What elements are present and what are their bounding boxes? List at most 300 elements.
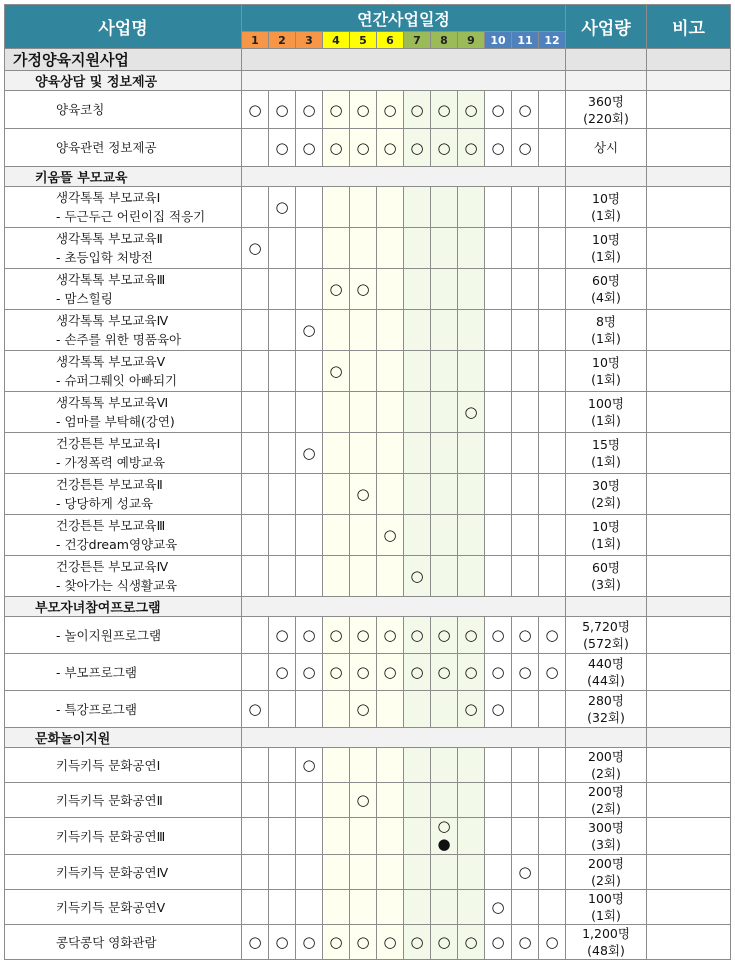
month-cell-3	[296, 617, 323, 654]
program-name: 콩닥콩닥 영화관람	[56, 934, 157, 950]
schedule-mark-open: ○	[410, 138, 424, 157]
month-cell-5	[350, 515, 377, 556]
schedule-mark-open: ○	[383, 100, 397, 119]
month-cell-4	[323, 783, 350, 818]
month-cell-12	[539, 748, 566, 783]
schedule-mark-open: ○	[491, 100, 505, 119]
amount-cell	[566, 351, 647, 392]
schedule-mark-open: ○	[491, 898, 505, 916]
table-row	[5, 433, 731, 474]
month-cell-6	[377, 617, 404, 654]
month-cell-2	[269, 228, 296, 269]
schedule-mark-open: ○	[302, 756, 316, 774]
program-name-cell	[5, 818, 242, 855]
month-cell-1	[242, 392, 269, 433]
schedule-mark-open: ○	[437, 933, 451, 951]
table-row	[5, 228, 731, 269]
month-cell-12	[539, 783, 566, 818]
section-schedule-blank	[242, 728, 566, 748]
program-name: 키득키득 문화공연Ⅱ	[56, 792, 163, 808]
month-cell-11	[512, 890, 539, 925]
program-name-cell	[5, 91, 242, 129]
month-cell-4	[323, 187, 350, 228]
month-cell-10	[485, 474, 512, 515]
month-cell-2	[269, 925, 296, 960]
month-cell-9	[458, 474, 485, 515]
amount-sessions: (1회)	[591, 536, 621, 551]
schedule-mark-open: ○	[437, 138, 451, 157]
month-cell-2	[269, 748, 296, 783]
month-cell-1	[242, 310, 269, 351]
schedule-mark-open: ○	[437, 626, 451, 644]
month-cell-10	[485, 783, 512, 818]
month-cell-12	[539, 654, 566, 691]
amount-cell	[566, 228, 647, 269]
section-note-blank	[647, 167, 731, 187]
month-cell-1	[242, 515, 269, 556]
amount-value: 1,200명	[582, 926, 630, 941]
month-cell-11	[512, 474, 539, 515]
program-subtitle: - 가정폭력 예방교육	[56, 455, 166, 470]
month-cell-7	[404, 818, 431, 855]
program-name-cell	[5, 855, 242, 890]
month-cell-12	[539, 228, 566, 269]
amount-cell	[566, 91, 647, 129]
month-cell-5	[350, 474, 377, 515]
month-cell-12	[539, 515, 566, 556]
month-cell-9	[458, 691, 485, 728]
program-name: 생각톡톡 부모교육Ⅳ	[56, 313, 169, 328]
amount-cell	[566, 515, 647, 556]
header-note: 비고	[647, 5, 731, 49]
schedule-mark-open: ○	[329, 100, 343, 119]
section-amount-blank	[566, 597, 647, 617]
month-cell-8	[431, 556, 458, 597]
month-cell-12	[539, 129, 566, 167]
month-cell-11	[512, 654, 539, 691]
month-cell-4	[323, 351, 350, 392]
section-amount-blank	[566, 728, 647, 748]
month-cell-4	[323, 392, 350, 433]
month-cell-6	[377, 269, 404, 310]
month-cell-7	[404, 783, 431, 818]
amount-sessions: (1회)	[591, 413, 621, 428]
month-cell-9	[458, 187, 485, 228]
amount-value: 8명	[595, 314, 617, 329]
month-cell-1	[242, 556, 269, 597]
table-row	[5, 617, 731, 654]
month-cell-8	[431, 91, 458, 129]
program-name-cell	[5, 392, 242, 433]
month-cell-12	[539, 269, 566, 310]
amount-cell	[566, 748, 647, 783]
program-subtitle: - 엄마를 부탁해(강연)	[56, 414, 175, 429]
amount-cell	[566, 691, 647, 728]
schedule-mark-open: ○	[275, 138, 289, 157]
schedule-mark-open: ○	[275, 663, 289, 681]
month-cell-8	[431, 515, 458, 556]
program-subtitle: - 두근두근 어린이집 적응기	[56, 209, 206, 224]
program-name: 생각톡톡 부모교육Ⅰ	[56, 190, 161, 205]
schedule-mark-open: ○	[437, 100, 451, 119]
month-cell-10	[485, 129, 512, 167]
month-header-8: 8	[431, 32, 458, 49]
amount-sessions: (1회)	[591, 372, 621, 387]
program-name-cell	[5, 691, 242, 728]
section-header-row	[5, 71, 731, 91]
table-row	[5, 187, 731, 228]
program-name-cell	[5, 310, 242, 351]
month-cell-5	[350, 855, 377, 890]
section-title: 문화놀이지원	[5, 728, 242, 748]
schedule-mark-open: ○	[329, 626, 343, 644]
month-cell-11	[512, 556, 539, 597]
amount-value: 360명	[588, 93, 624, 109]
note-cell	[647, 691, 731, 728]
note-cell	[647, 392, 731, 433]
amount-sessions: (2회)	[591, 873, 621, 888]
month-cell-6	[377, 556, 404, 597]
schedule-mark-filled: ●	[437, 835, 451, 853]
month-cell-3	[296, 474, 323, 515]
schedule-mark-open: ○	[329, 138, 343, 157]
table-row	[5, 351, 731, 392]
month-cell-5	[350, 91, 377, 129]
program-subtitle: - 찾아가는 식생활교육	[56, 578, 178, 593]
month-cell-6	[377, 474, 404, 515]
month-cell-6	[377, 392, 404, 433]
section-title: 키움뜰 부모교육	[5, 167, 242, 187]
program-name-cell	[5, 617, 242, 654]
program-name: 양육코칭	[56, 102, 105, 117]
month-cell-1	[242, 691, 269, 728]
month-cell-8	[431, 748, 458, 783]
program-name-cell	[5, 748, 242, 783]
table-header	[5, 5, 731, 49]
amount-value: 10명	[592, 232, 620, 247]
month-cell-1	[242, 748, 269, 783]
table-row	[5, 392, 731, 433]
month-cell-10	[485, 925, 512, 960]
month-cell-7	[404, 228, 431, 269]
schedule-mark-open: ○	[464, 700, 478, 718]
schedule-mark-open: ○	[383, 933, 397, 951]
schedule-mark-open: ○	[491, 933, 505, 951]
month-cell-8	[431, 925, 458, 960]
note-cell	[647, 654, 731, 691]
month-cell-10	[485, 433, 512, 474]
amount-cell	[566, 433, 647, 474]
amount-value: 300명	[588, 820, 624, 835]
month-cell-5	[350, 228, 377, 269]
schedule-mark-open: ○	[248, 700, 262, 718]
schedule-mark-open: ○	[356, 791, 370, 809]
program-subtitle: - 맘스힐링	[56, 291, 113, 306]
month-cell-5	[350, 925, 377, 960]
program-subtitle: - 손주를 위한 명품육아	[56, 332, 182, 347]
schedule-mark-open: ○	[275, 198, 289, 216]
month-cell-1	[242, 228, 269, 269]
note-cell	[647, 890, 731, 925]
month-cell-3	[296, 515, 323, 556]
amount-sessions: (1회)	[591, 208, 621, 223]
amount-sessions: (1회)	[591, 454, 621, 469]
amount-cell	[566, 818, 647, 855]
month-cell-6	[377, 783, 404, 818]
month-cell-2	[269, 129, 296, 167]
amount-sessions: (1회)	[591, 249, 621, 264]
month-cell-9	[458, 654, 485, 691]
month-header-4: 4	[323, 32, 350, 49]
note-cell	[647, 748, 731, 783]
amount-sessions: (2회)	[591, 801, 621, 816]
month-cell-2	[269, 556, 296, 597]
month-cell-10	[485, 269, 512, 310]
month-cell-5	[350, 617, 377, 654]
month-cell-11	[512, 187, 539, 228]
month-cell-12	[539, 433, 566, 474]
amount-cell	[566, 474, 647, 515]
schedule-mark-open: ○	[518, 663, 532, 681]
program-name: 키득키득 문화공연Ⅰ	[56, 757, 161, 773]
month-cell-7	[404, 351, 431, 392]
program-name-cell	[5, 890, 242, 925]
table-row	[5, 855, 731, 890]
month-cell-8	[431, 783, 458, 818]
month-cell-11	[512, 748, 539, 783]
month-cell-9	[458, 783, 485, 818]
schedule-document	[4, 4, 731, 960]
month-cell-7	[404, 515, 431, 556]
month-cell-10	[485, 515, 512, 556]
month-cell-5	[350, 654, 377, 691]
top-section-row	[5, 49, 731, 71]
month-cell-9	[458, 228, 485, 269]
month-cell-1	[242, 433, 269, 474]
top-section-note-blank	[647, 49, 731, 71]
month-cell-7	[404, 129, 431, 167]
schedule-mark-open: ○	[329, 280, 343, 298]
month-cell-1	[242, 351, 269, 392]
month-cell-1	[242, 855, 269, 890]
note-cell	[647, 474, 731, 515]
month-cell-1	[242, 187, 269, 228]
month-cell-8	[431, 433, 458, 474]
program-name: 건강튼튼 부모교육Ⅰ	[56, 436, 161, 451]
month-cell-4	[323, 818, 350, 855]
schedule-mark-open: ○	[302, 444, 316, 462]
month-cell-10	[485, 654, 512, 691]
program-name: - 놀이지원프로그램	[56, 627, 162, 643]
note-cell	[647, 783, 731, 818]
schedule-mark-open: ○	[545, 663, 559, 681]
amount-cell	[566, 783, 647, 818]
program-subtitle: - 슈퍼그뤠잇 아빠되기	[56, 373, 178, 388]
month-cell-7	[404, 654, 431, 691]
month-cell-1	[242, 818, 269, 855]
note-cell	[647, 129, 731, 167]
schedule-mark-open: ○	[410, 933, 424, 951]
month-cell-12	[539, 818, 566, 855]
month-cell-9	[458, 392, 485, 433]
program-name-cell	[5, 556, 242, 597]
table-row	[5, 310, 731, 351]
section-title: 부모자녀참여프로그램	[5, 597, 242, 617]
month-cell-12	[539, 474, 566, 515]
program-name-cell	[5, 474, 242, 515]
table-row	[5, 783, 731, 818]
schedule-mark-open: ○	[302, 933, 316, 951]
program-name: 생각톡톡 부모교육Ⅲ	[56, 272, 166, 287]
schedule-mark-open: ○	[437, 663, 451, 681]
month-cell-11	[512, 433, 539, 474]
schedule-mark-open: ○	[329, 663, 343, 681]
schedule-mark-open: ○	[464, 626, 478, 644]
month-cell-5	[350, 748, 377, 783]
month-cell-9	[458, 310, 485, 351]
month-cell-8	[431, 351, 458, 392]
amount-value: 10명	[592, 191, 620, 206]
month-cell-7	[404, 691, 431, 728]
month-cell-2	[269, 855, 296, 890]
month-cell-10	[485, 748, 512, 783]
section-header-row	[5, 167, 731, 187]
month-cell-11	[512, 228, 539, 269]
schedule-mark-open: ○	[275, 933, 289, 951]
note-cell	[647, 925, 731, 960]
schedule-mark-open: ○	[275, 626, 289, 644]
month-cell-8	[431, 474, 458, 515]
amount-sessions: (44회)	[587, 673, 625, 688]
month-cell-9	[458, 91, 485, 129]
program-name: 건강튼튼 부모교육Ⅲ	[56, 518, 166, 533]
table-row	[5, 515, 731, 556]
month-cell-11	[512, 691, 539, 728]
program-name: - 부모프로그램	[56, 664, 137, 680]
program-name: 생각톡톡 부모교육Ⅴ	[56, 354, 166, 369]
month-cell-9	[458, 617, 485, 654]
month-cell-5	[350, 890, 377, 925]
month-cell-9	[458, 433, 485, 474]
schedule-mark-open: ○	[464, 100, 478, 119]
month-cell-1	[242, 617, 269, 654]
amount-cell	[566, 855, 647, 890]
month-cell-2	[269, 890, 296, 925]
table-body	[5, 49, 731, 960]
month-cell-5	[350, 556, 377, 597]
month-cell-12	[539, 890, 566, 925]
month-cell-7	[404, 474, 431, 515]
schedule-mark-open: ○	[545, 933, 559, 951]
section-note-blank	[647, 71, 731, 91]
month-cell-2	[269, 654, 296, 691]
month-cell-11	[512, 783, 539, 818]
table-row	[5, 91, 731, 129]
program-name-cell	[5, 654, 242, 691]
month-cell-4	[323, 556, 350, 597]
amount-sessions: (32회)	[587, 710, 625, 725]
month-cell-7	[404, 91, 431, 129]
month-header-12: 12	[539, 32, 566, 49]
schedule-mark-open: ○	[410, 663, 424, 681]
schedule-mark-open: ○	[356, 100, 370, 119]
month-header-7: 7	[404, 32, 431, 49]
program-name-cell	[5, 187, 242, 228]
month-cell-7	[404, 925, 431, 960]
schedule-mark-open: ○	[491, 626, 505, 644]
month-cell-3	[296, 351, 323, 392]
amount-cell	[566, 654, 647, 691]
section-header-row	[5, 728, 731, 748]
month-cell-10	[485, 855, 512, 890]
schedule-mark-open: ○	[518, 933, 532, 951]
amount-value: 10명	[592, 519, 620, 534]
schedule-mark-open: ○	[302, 626, 316, 644]
month-cell-6	[377, 818, 404, 855]
note-cell	[647, 187, 731, 228]
month-header-1: 1	[242, 32, 269, 49]
month-cell-4	[323, 748, 350, 783]
table-row	[5, 925, 731, 960]
note-cell	[647, 818, 731, 855]
month-cell-11	[512, 269, 539, 310]
schedule-mark-open: ○	[356, 280, 370, 298]
month-header-5: 5	[350, 32, 377, 49]
month-cell-6	[377, 310, 404, 351]
month-cell-6	[377, 351, 404, 392]
schedule-mark-open: ○	[437, 817, 451, 835]
month-cell-2	[269, 474, 296, 515]
month-cell-6	[377, 187, 404, 228]
amount-value: 200명	[588, 749, 624, 764]
note-cell	[647, 351, 731, 392]
month-cell-10	[485, 890, 512, 925]
section-note-blank	[647, 728, 731, 748]
month-cell-10	[485, 691, 512, 728]
note-cell	[647, 433, 731, 474]
section-note-blank	[647, 597, 731, 617]
month-cell-10	[485, 187, 512, 228]
month-cell-8	[431, 228, 458, 269]
month-cell-3	[296, 748, 323, 783]
amount-cell	[566, 269, 647, 310]
note-cell	[647, 228, 731, 269]
month-cell-9	[458, 890, 485, 925]
month-cell-11	[512, 91, 539, 129]
top-section-schedule-blank	[242, 49, 566, 71]
schedule-mark-open: ○	[464, 663, 478, 681]
month-cell-9	[458, 515, 485, 556]
month-cell-5	[350, 269, 377, 310]
month-cell-3	[296, 129, 323, 167]
month-cell-3	[296, 556, 323, 597]
section-schedule-blank	[242, 597, 566, 617]
month-cell-1	[242, 474, 269, 515]
month-cell-4	[323, 925, 350, 960]
program-name-cell	[5, 228, 242, 269]
month-cell-4	[323, 515, 350, 556]
amount-cell	[566, 925, 647, 960]
amount-sessions: (3회)	[591, 837, 621, 852]
amount-sessions: (1회)	[591, 908, 621, 923]
section-header-row	[5, 597, 731, 617]
amount-sessions: (1회)	[591, 331, 621, 346]
amount-value: 440명	[588, 656, 624, 671]
month-cell-4	[323, 228, 350, 269]
month-cell-12	[539, 691, 566, 728]
amount-sessions: (572회)	[583, 636, 629, 651]
month-cell-9	[458, 925, 485, 960]
